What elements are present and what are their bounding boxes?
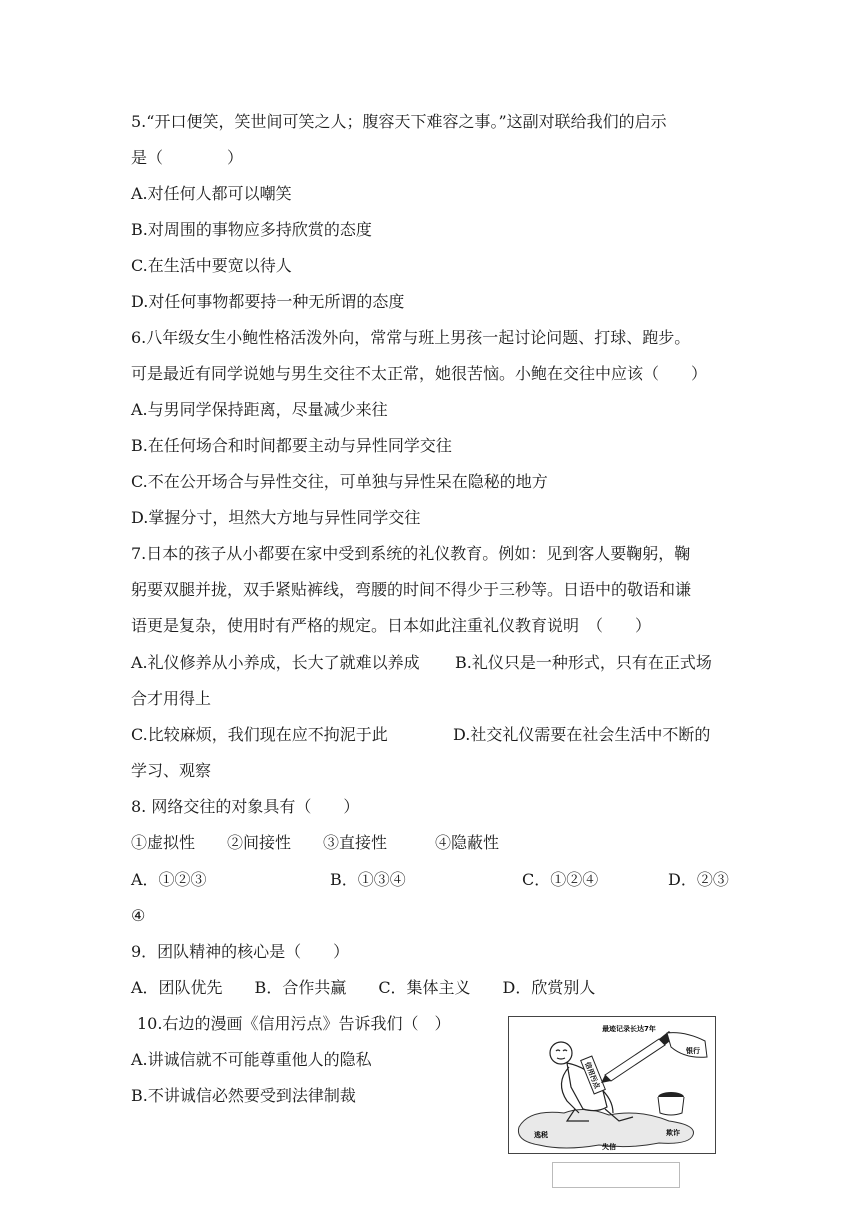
q5-option-c: C.在生活中要宽以待人 xyxy=(131,256,292,275)
cartoon-drawing xyxy=(509,1017,715,1153)
cartoon-ground-left: 逃税 xyxy=(534,1131,548,1139)
q7-option-a: A.礼仪修养从小养成，长大了就难以养成 xyxy=(131,653,420,672)
q10-option-a: A.讲诚信就不可能尊重他人的隐私 xyxy=(131,1050,372,1069)
cartoon-caption-box xyxy=(552,1162,680,1188)
q7-stem-line1: 7.日本的孩子从小都要在家中受到系统的礼仪教育。例如：见到客人要鞠躬，鞠 xyxy=(131,544,691,563)
q8-option-c: C．①②④ xyxy=(522,870,599,889)
q8-option-d: D．②③ xyxy=(668,870,729,889)
q7-option-b: B.礼仪只是一种形式，只有在正式场 xyxy=(455,653,712,672)
q5-stem-line2: 是（ ） xyxy=(131,148,244,167)
q10-stem: 10.右边的漫画《信用污点》告诉我们（ ） xyxy=(137,1014,451,1033)
cartoon-title: 最迹记录长达7年 xyxy=(602,1025,656,1033)
q8-stem: 8. 网络交往的对象具有（ ） xyxy=(131,797,360,816)
q7-option-d-cont: 学习、观察 xyxy=(131,761,212,780)
q6-stem-line2: 可是最近有同学说她与男生交往不太正常，她很苦恼。小鲍在交往中应该（ ） xyxy=(131,364,708,383)
q6-option-c: C.不在公开场合与异性交往，可单独与异性呆在隐秘的地方 xyxy=(131,472,548,491)
cartoon-body-label: 信用污点 xyxy=(583,1060,602,1090)
cartoon-ground-right: 欺诈 xyxy=(666,1129,680,1137)
pen-icon xyxy=(601,1031,675,1083)
q7-option-d: D.社交礼仪需要在社会生活中不断的 xyxy=(453,725,711,744)
q5-option-d: D.对任何事物都要持一种无所谓的态度 xyxy=(131,292,405,311)
q5-option-a: A.对任何人都可以嘲笑 xyxy=(131,184,292,203)
q7-option-c: C.比较麻烦，我们现在应不拘泥于此 xyxy=(131,725,388,744)
q9-stem: 9．团队精神的核心是（ ） xyxy=(131,942,350,961)
q7-option-b-cont: 合才用得上 xyxy=(131,689,212,708)
cartoon-ground-mid: 失信 xyxy=(602,1143,616,1151)
cartoon-bank-label: 银行 xyxy=(686,1047,700,1055)
q8-items: ①虚拟性 ②间接性 ③直接性 ④隐蔽性 xyxy=(131,833,500,852)
q7-stem-line3: 语更是复杂，使用时有严格的规定。日本如此注重礼仪教育说明 （ ） xyxy=(131,616,652,635)
q8-option-a: A．①②③ xyxy=(131,870,207,889)
q5-stem-line1: 5.“开口便笑，笑世间可笑之人；腹容天下难容之事。”这副对联给我们的启示 xyxy=(131,112,667,131)
ink-pot-icon xyxy=(658,1092,684,1115)
credit-stain-cartoon xyxy=(508,1016,716,1154)
q6-option-a: A.与男同学保持距离，尽量减少来往 xyxy=(131,400,388,419)
q6-option-d: D.掌握分寸，坦然大方地与异性同学交往 xyxy=(131,508,421,527)
q7-stem-line2: 躬要双腿并拢，双手紧贴裤线，弯腰的时间不得少于三秒等。日语中的敬语和谦 xyxy=(131,580,692,599)
q8-option-d-cont: ④ xyxy=(131,906,146,925)
q10-option-b: B.不讲诚信必然要受到法律制裁 xyxy=(131,1086,356,1105)
q8-option-b: B．①③④ xyxy=(330,870,406,889)
q9-options: A．团队优先 B．合作共赢 C．集体主义 D．欣赏别人 xyxy=(131,978,596,997)
q6-option-b: B.在任何场合和时间都要主动与异性同学交往 xyxy=(131,436,452,455)
q5-option-b: B.对周围的事物应多持欣赏的态度 xyxy=(131,220,372,239)
q6-stem-line1: 6.八年级女生小鲍性格活泼外向，常常与班上男孩一起讨论问题、打球、跑步。 xyxy=(131,328,691,347)
